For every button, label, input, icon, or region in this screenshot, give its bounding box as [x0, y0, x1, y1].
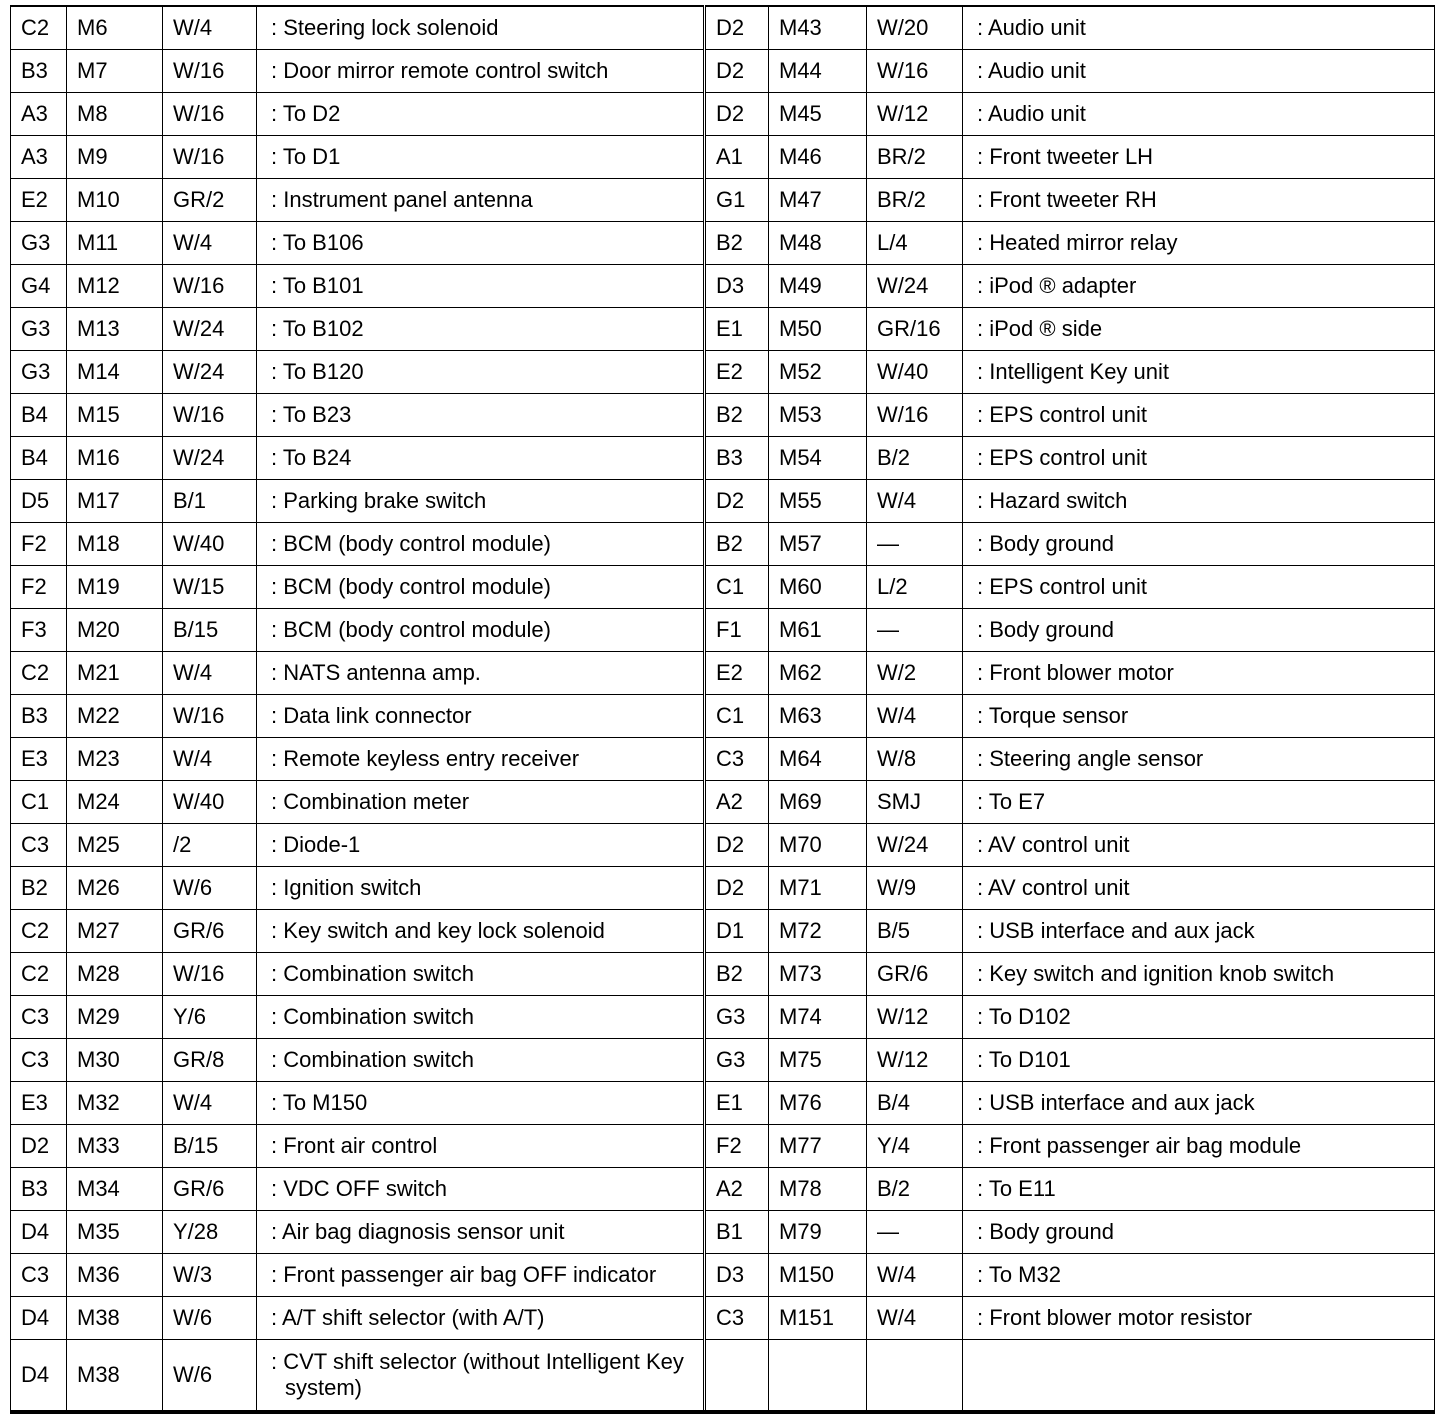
left-connector-type-cell: GR/2: [163, 179, 257, 222]
left-connector-no-cell: M25: [67, 824, 163, 867]
right-grid-ref-cell: A2: [705, 1168, 769, 1211]
table-row: [11, 1125, 1435, 1168]
right-description-cell: : Front blower motor resistor: [963, 1297, 1435, 1340]
left-connector-no-cell: M19: [67, 566, 163, 609]
right-grid-ref-cell: G3: [705, 996, 769, 1039]
right-connector-type-cell: B/5: [867, 910, 963, 953]
right-connector-type-cell: L/2: [867, 566, 963, 609]
right-grid-ref-cell: B3: [705, 437, 769, 480]
left-grid-ref-cell: C3: [11, 1039, 67, 1082]
left-grid-ref-cell: D2: [11, 1125, 67, 1168]
left-grid-ref-cell: G3: [11, 222, 67, 265]
left-description-cell: : Combination switch: [257, 953, 705, 996]
left-connector-no-cell: M34: [67, 1168, 163, 1211]
connector-table: [10, 5, 1435, 1414]
table-row: [11, 1254, 1435, 1297]
right-connector-type-cell: —: [867, 1211, 963, 1254]
right-connector-type-cell: Y/4: [867, 1125, 963, 1168]
right-grid-ref-cell: D3: [705, 265, 769, 308]
right-connector-no-cell: M77: [769, 1125, 867, 1168]
left-description-cell: : Front passenger air bag OFF indicator: [257, 1254, 705, 1297]
right-connector-type-cell: W/20: [867, 6, 963, 50]
right-connector-no-cell: M47: [769, 179, 867, 222]
table-row: [11, 738, 1435, 781]
right-connector-type-cell: GR/6: [867, 953, 963, 996]
left-grid-ref-cell: B3: [11, 1168, 67, 1211]
table-row: [11, 609, 1435, 652]
left-connector-no-cell: M13: [67, 308, 163, 351]
right-connector-type-cell: SMJ: [867, 781, 963, 824]
left-description-cell: : BCM (body control module): [257, 566, 705, 609]
right-description-cell: : To D101: [963, 1039, 1435, 1082]
left-connector-no-cell: M15: [67, 394, 163, 437]
left-connector-no-cell: M23: [67, 738, 163, 781]
right-connector-no-cell: M70: [769, 824, 867, 867]
right-description-cell: : Front blower motor: [963, 652, 1435, 695]
left-connector-no-cell: M12: [67, 265, 163, 308]
table-row: [11, 996, 1435, 1039]
right-connector-no-cell: M78: [769, 1168, 867, 1211]
right-grid-ref-cell: D2: [705, 93, 769, 136]
left-grid-ref-cell: C2: [11, 910, 67, 953]
table-row: [11, 867, 1435, 910]
left-connector-type-cell: W/16: [163, 953, 257, 996]
left-connector-no-cell: M7: [67, 50, 163, 93]
table-row: [11, 50, 1435, 93]
table-row: [11, 566, 1435, 609]
right-grid-ref-cell: E1: [705, 308, 769, 351]
left-grid-ref-cell: F2: [11, 566, 67, 609]
right-description-cell: : Body ground: [963, 1211, 1435, 1254]
right-connector-type-cell: [867, 1340, 963, 1413]
table-row: [11, 1340, 1435, 1413]
left-grid-ref-cell: D4: [11, 1297, 67, 1340]
right-connector-no-cell: M46: [769, 136, 867, 179]
left-connector-type-cell: GR/6: [163, 1168, 257, 1211]
right-connector-no-cell: M53: [769, 394, 867, 437]
right-connector-no-cell: M69: [769, 781, 867, 824]
right-description-cell: : USB interface and aux jack: [963, 910, 1435, 953]
left-connector-no-cell: M32: [67, 1082, 163, 1125]
right-description-cell: : AV control unit: [963, 824, 1435, 867]
left-grid-ref-cell: A3: [11, 93, 67, 136]
right-connector-type-cell: GR/16: [867, 308, 963, 351]
right-connector-no-cell: M49: [769, 265, 867, 308]
left-description-cell: : Door mirror remote control switch: [257, 50, 705, 93]
right-grid-ref-cell: B2: [705, 222, 769, 265]
right-connector-no-cell: M44: [769, 50, 867, 93]
left-grid-ref-cell: D4: [11, 1340, 67, 1413]
left-connector-type-cell: W/24: [163, 351, 257, 394]
table-row: [11, 652, 1435, 695]
right-grid-ref-cell: E2: [705, 652, 769, 695]
right-grid-ref-cell: B2: [705, 394, 769, 437]
left-connector-type-cell: B/15: [163, 1125, 257, 1168]
left-description-cell: : Combination meter: [257, 781, 705, 824]
right-description-cell: : Intelligent Key unit: [963, 351, 1435, 394]
left-connector-no-cell: M38: [67, 1297, 163, 1340]
right-connector-no-cell: [769, 1340, 867, 1413]
left-connector-no-cell: M8: [67, 93, 163, 136]
left-connector-type-cell: W/24: [163, 308, 257, 351]
right-description-cell: : Body ground: [963, 609, 1435, 652]
right-connector-type-cell: W/4: [867, 480, 963, 523]
left-description-cell: : CVT shift selector (without Intelligent Key system): [257, 1340, 705, 1413]
left-connector-type-cell: Y/28: [163, 1211, 257, 1254]
left-grid-ref-cell: F2: [11, 523, 67, 566]
right-connector-no-cell: M45: [769, 93, 867, 136]
right-connector-no-cell: M52: [769, 351, 867, 394]
right-connector-type-cell: B/4: [867, 1082, 963, 1125]
left-connector-type-cell: W/40: [163, 781, 257, 824]
right-description-cell: : Torque sensor: [963, 695, 1435, 738]
right-connector-type-cell: W/12: [867, 1039, 963, 1082]
left-grid-ref-cell: B4: [11, 437, 67, 480]
table-row: [11, 6, 1435, 50]
left-grid-ref-cell: D5: [11, 480, 67, 523]
left-grid-ref-cell: A3: [11, 136, 67, 179]
table-row: [11, 910, 1435, 953]
left-connector-type-cell: /2: [163, 824, 257, 867]
right-connector-type-cell: W/9: [867, 867, 963, 910]
left-connector-type-cell: B/1: [163, 480, 257, 523]
right-grid-ref-cell: A2: [705, 781, 769, 824]
left-description-cell: : Data link connector: [257, 695, 705, 738]
right-grid-ref-cell: B1: [705, 1211, 769, 1254]
right-grid-ref-cell: [705, 1340, 769, 1413]
left-connector-type-cell: W/4: [163, 222, 257, 265]
left-grid-ref-cell: G3: [11, 351, 67, 394]
table-row: [11, 824, 1435, 867]
left-grid-ref-cell: F3: [11, 609, 67, 652]
right-description-cell: : Steering angle sensor: [963, 738, 1435, 781]
left-description-cell: : To B120: [257, 351, 705, 394]
left-description-cell: : Air bag diagnosis sensor unit: [257, 1211, 705, 1254]
right-connector-type-cell: W/40: [867, 351, 963, 394]
right-connector-type-cell: W/4: [867, 1254, 963, 1297]
left-connector-no-cell: M21: [67, 652, 163, 695]
right-connector-type-cell: —: [867, 523, 963, 566]
right-connector-type-cell: W/12: [867, 93, 963, 136]
right-connector-type-cell: BR/2: [867, 136, 963, 179]
left-connector-no-cell: M26: [67, 867, 163, 910]
left-connector-type-cell: W/16: [163, 136, 257, 179]
right-connector-no-cell: M71: [769, 867, 867, 910]
left-description-cell: : NATS antenna amp.: [257, 652, 705, 695]
right-connector-type-cell: B/2: [867, 437, 963, 480]
left-description-cell: : Combination switch: [257, 996, 705, 1039]
left-description-cell: : Steering lock solenoid: [257, 6, 705, 50]
left-connector-no-cell: M11: [67, 222, 163, 265]
left-connector-type-cell: W/16: [163, 50, 257, 93]
table-row: [11, 953, 1435, 996]
left-description-cell: : Diode-1: [257, 824, 705, 867]
left-connector-type-cell: W/6: [163, 1340, 257, 1413]
right-description-cell: : To M32: [963, 1254, 1435, 1297]
left-description-cell: : To B106: [257, 222, 705, 265]
left-connector-no-cell: M16: [67, 437, 163, 480]
left-connector-no-cell: M10: [67, 179, 163, 222]
right-grid-ref-cell: E1: [705, 1082, 769, 1125]
left-connector-type-cell: W/6: [163, 1297, 257, 1340]
table-row: [11, 1039, 1435, 1082]
right-connector-no-cell: M76: [769, 1082, 867, 1125]
left-description-cell: : To B101: [257, 265, 705, 308]
right-connector-type-cell: W/12: [867, 996, 963, 1039]
left-grid-ref-cell: C3: [11, 996, 67, 1039]
left-description-cell: : VDC OFF switch: [257, 1168, 705, 1211]
right-description-cell: : AV control unit: [963, 867, 1435, 910]
right-grid-ref-cell: D2: [705, 867, 769, 910]
left-connector-type-cell: GR/6: [163, 910, 257, 953]
table-row: [11, 480, 1435, 523]
left-connector-type-cell: W/4: [163, 1082, 257, 1125]
left-connector-type-cell: W/16: [163, 93, 257, 136]
right-connector-type-cell: W/16: [867, 394, 963, 437]
left-grid-ref-cell: E3: [11, 1082, 67, 1125]
left-grid-ref-cell: C3: [11, 824, 67, 867]
left-grid-ref-cell: B4: [11, 394, 67, 437]
right-description-cell: : EPS control unit: [963, 437, 1435, 480]
left-description-cell: : BCM (body control module): [257, 523, 705, 566]
right-grid-ref-cell: D2: [705, 824, 769, 867]
right-connector-no-cell: M61: [769, 609, 867, 652]
left-description-cell: : Combination switch: [257, 1039, 705, 1082]
right-description-cell: : Body ground: [963, 523, 1435, 566]
right-connector-type-cell: W/16: [867, 50, 963, 93]
right-grid-ref-cell: F1: [705, 609, 769, 652]
right-grid-ref-cell: A1: [705, 136, 769, 179]
left-grid-ref-cell: B3: [11, 50, 67, 93]
right-description-cell: : To D102: [963, 996, 1435, 1039]
left-connector-no-cell: M35: [67, 1211, 163, 1254]
right-connector-type-cell: BR/2: [867, 179, 963, 222]
right-connector-no-cell: M75: [769, 1039, 867, 1082]
left-connector-type-cell: GR/8: [163, 1039, 257, 1082]
connector-table-body: [11, 6, 1435, 1412]
right-grid-ref-cell: D2: [705, 6, 769, 50]
right-connector-type-cell: W/2: [867, 652, 963, 695]
right-description-cell: : iPod ® side: [963, 308, 1435, 351]
right-grid-ref-cell: D1: [705, 910, 769, 953]
left-grid-ref-cell: C2: [11, 953, 67, 996]
left-connector-no-cell: M36: [67, 1254, 163, 1297]
right-description-cell: : EPS control unit: [963, 566, 1435, 609]
table-row: [11, 1082, 1435, 1125]
right-grid-ref-cell: C3: [705, 1297, 769, 1340]
left-connector-no-cell: M24: [67, 781, 163, 824]
table-row: [11, 523, 1435, 566]
right-grid-ref-cell: C3: [705, 738, 769, 781]
left-description-cell: : Key switch and key lock solenoid: [257, 910, 705, 953]
left-connector-no-cell: M30: [67, 1039, 163, 1082]
right-grid-ref-cell: D2: [705, 480, 769, 523]
right-connector-type-cell: W/8: [867, 738, 963, 781]
right-description-cell: [963, 1340, 1435, 1413]
left-connector-type-cell: W/4: [163, 738, 257, 781]
left-description-cell: : To B102: [257, 308, 705, 351]
left-connector-no-cell: M33: [67, 1125, 163, 1168]
right-connector-no-cell: M64: [769, 738, 867, 781]
right-description-cell: : Audio unit: [963, 6, 1435, 50]
right-connector-no-cell: M150: [769, 1254, 867, 1297]
left-description-cell: : To B24: [257, 437, 705, 480]
table-row: [11, 695, 1435, 738]
left-connector-type-cell: W/40: [163, 523, 257, 566]
left-description-cell: : To D1: [257, 136, 705, 179]
table-row: [11, 265, 1435, 308]
right-connector-no-cell: M151: [769, 1297, 867, 1340]
right-connector-type-cell: L/4: [867, 222, 963, 265]
table-row: [11, 394, 1435, 437]
right-description-cell: : iPod ® adapter: [963, 265, 1435, 308]
left-description-cell: : Front air control: [257, 1125, 705, 1168]
right-grid-ref-cell: E2: [705, 351, 769, 394]
left-grid-ref-cell: E2: [11, 179, 67, 222]
right-connector-type-cell: —: [867, 609, 963, 652]
left-grid-ref-cell: C2: [11, 6, 67, 50]
right-connector-no-cell: M55: [769, 480, 867, 523]
left-connector-type-cell: W/15: [163, 566, 257, 609]
right-description-cell: : Heated mirror relay: [963, 222, 1435, 265]
right-grid-ref-cell: B2: [705, 953, 769, 996]
right-connector-no-cell: M43: [769, 6, 867, 50]
left-connector-no-cell: M38: [67, 1340, 163, 1413]
right-connector-no-cell: M60: [769, 566, 867, 609]
right-grid-ref-cell: C1: [705, 566, 769, 609]
left-description-cell: : To D2: [257, 93, 705, 136]
right-description-cell: : Front tweeter LH: [963, 136, 1435, 179]
right-description-cell: : To E7: [963, 781, 1435, 824]
left-connector-type-cell: W/16: [163, 695, 257, 738]
left-connector-type-cell: W/24: [163, 437, 257, 480]
left-connector-type-cell: Y/6: [163, 996, 257, 1039]
left-connector-no-cell: M6: [67, 6, 163, 50]
right-description-cell: : USB interface and aux jack: [963, 1082, 1435, 1125]
right-grid-ref-cell: G3: [705, 1039, 769, 1082]
left-grid-ref-cell: G4: [11, 265, 67, 308]
right-connector-no-cell: M73: [769, 953, 867, 996]
right-description-cell: : Key switch and ignition knob switch: [963, 953, 1435, 996]
right-description-cell: : Front tweeter RH: [963, 179, 1435, 222]
right-grid-ref-cell: D2: [705, 50, 769, 93]
table-row: [11, 1168, 1435, 1211]
table-row: [11, 1297, 1435, 1340]
left-connector-no-cell: M14: [67, 351, 163, 394]
table-row: [11, 351, 1435, 394]
left-grid-ref-cell: C2: [11, 652, 67, 695]
table-row: [11, 93, 1435, 136]
left-description-cell: : Parking brake switch: [257, 480, 705, 523]
left-description-cell: : To B23: [257, 394, 705, 437]
right-description-cell: : To E11: [963, 1168, 1435, 1211]
right-connector-no-cell: M62: [769, 652, 867, 695]
right-connector-no-cell: M57: [769, 523, 867, 566]
left-grid-ref-cell: C3: [11, 1254, 67, 1297]
right-connector-type-cell: W/24: [867, 265, 963, 308]
left-connector-no-cell: M9: [67, 136, 163, 179]
left-connector-no-cell: M27: [67, 910, 163, 953]
right-connector-type-cell: W/4: [867, 1297, 963, 1340]
table-row: [11, 179, 1435, 222]
right-grid-ref-cell: D3: [705, 1254, 769, 1297]
table-row: [11, 781, 1435, 824]
right-connector-no-cell: M79: [769, 1211, 867, 1254]
left-connector-no-cell: M22: [67, 695, 163, 738]
left-connector-type-cell: W/6: [163, 867, 257, 910]
left-grid-ref-cell: B2: [11, 867, 67, 910]
right-grid-ref-cell: F2: [705, 1125, 769, 1168]
left-grid-ref-cell: D4: [11, 1211, 67, 1254]
right-connector-type-cell: W/24: [867, 824, 963, 867]
right-description-cell: : Front passenger air bag module: [963, 1125, 1435, 1168]
left-grid-ref-cell: B3: [11, 695, 67, 738]
right-connector-no-cell: M63: [769, 695, 867, 738]
right-grid-ref-cell: C1: [705, 695, 769, 738]
left-description-cell: : Instrument panel antenna: [257, 179, 705, 222]
left-grid-ref-cell: E3: [11, 738, 67, 781]
table-row: [11, 1211, 1435, 1254]
left-connector-type-cell: W/16: [163, 394, 257, 437]
left-connector-type-cell: W/4: [163, 652, 257, 695]
right-connector-no-cell: M54: [769, 437, 867, 480]
table-row: [11, 222, 1435, 265]
right-description-cell: : EPS control unit: [963, 394, 1435, 437]
left-connector-no-cell: M28: [67, 953, 163, 996]
right-grid-ref-cell: G1: [705, 179, 769, 222]
left-description-cell: : To M150: [257, 1082, 705, 1125]
right-description-cell: : Audio unit: [963, 50, 1435, 93]
left-connector-no-cell: M20: [67, 609, 163, 652]
table-row: [11, 437, 1435, 480]
right-connector-type-cell: B/2: [867, 1168, 963, 1211]
left-connector-no-cell: M18: [67, 523, 163, 566]
left-connector-type-cell: B/15: [163, 609, 257, 652]
right-connector-type-cell: W/4: [867, 695, 963, 738]
left-grid-ref-cell: G3: [11, 308, 67, 351]
right-connector-no-cell: M48: [769, 222, 867, 265]
left-connector-type-cell: W/4: [163, 6, 257, 50]
right-connector-no-cell: M74: [769, 996, 867, 1039]
right-grid-ref-cell: B2: [705, 523, 769, 566]
right-connector-no-cell: M50: [769, 308, 867, 351]
right-connector-no-cell: M72: [769, 910, 867, 953]
left-description-cell: : BCM (body control module): [257, 609, 705, 652]
left-description-cell: : A/T shift selector (with A/T): [257, 1297, 705, 1340]
left-grid-ref-cell: C1: [11, 781, 67, 824]
left-connector-no-cell: M29: [67, 996, 163, 1039]
right-description-cell: : Hazard switch: [963, 480, 1435, 523]
left-connector-no-cell: M17: [67, 480, 163, 523]
left-description-cell: : Remote keyless entry receiver: [257, 738, 705, 781]
left-description-cell: : Ignition switch: [257, 867, 705, 910]
left-connector-type-cell: W/16: [163, 265, 257, 308]
right-description-cell: : Audio unit: [963, 93, 1435, 136]
table-row: [11, 136, 1435, 179]
left-connector-type-cell: W/3: [163, 1254, 257, 1297]
table-row: [11, 308, 1435, 351]
